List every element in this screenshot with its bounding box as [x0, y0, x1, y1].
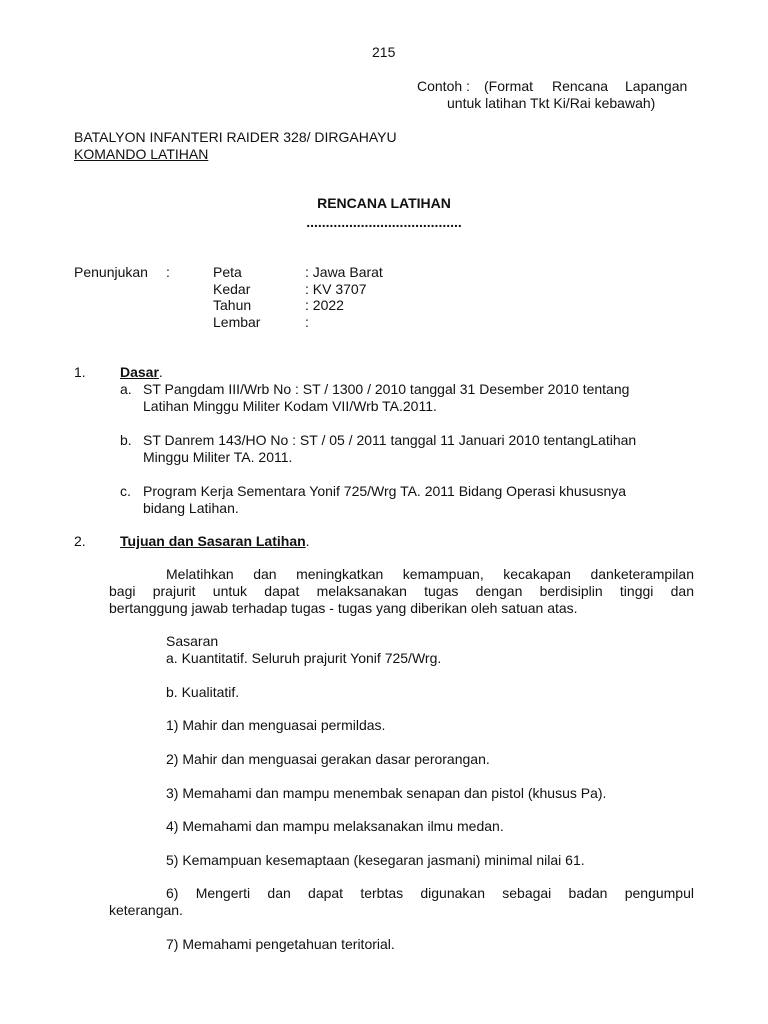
basis-b-marker: b. [120, 432, 132, 448]
reference-value-map: : Jawa Barat [305, 264, 383, 280]
basis-a-line-1: ST Pangdam III/Wrb No : ST / 1300 / 2010 tanggal 31 Desember 2010 tentang [143, 381, 630, 397]
document-title: RENCANA LATIHAN [317, 195, 451, 211]
page-number: 215 [372, 44, 396, 60]
basis-a-line-2: Latihan Minggu Militer Kodam VII/Wrb TA.2011. [143, 398, 437, 414]
reference-key-year: Tahun [213, 297, 252, 313]
example-note-word-1: Contoh : [417, 78, 470, 94]
qualitative-point-3: 3) Memahami dan mampu menembak senapan dan pistol (khusus Pa). [166, 785, 607, 801]
qualitative-point-7: 7) Memahami pengetahuan teritorial. [166, 936, 395, 952]
qualitative-point-4: 4) Memahami dan mampu melaksanakan ilmu medan. [166, 818, 504, 834]
example-note-word-4: Lapangan [625, 78, 688, 94]
reference-label: Penunjukan [74, 264, 148, 280]
section-1-heading: Dasar [120, 364, 159, 380]
section-1-heading-wrap [120, 364, 163, 381]
qualitative-point-6-line-2: keterangan. [109, 902, 183, 918]
section-2-heading-wrap [120, 533, 310, 550]
reference-key-map: Peta [213, 264, 242, 280]
example-note-word-3: Rencana [552, 78, 609, 94]
section-2-heading: Tujuan dan Sasaran Latihan [120, 533, 306, 549]
qualitative-point-1: 1) Mahir dan menguasai permildas. [166, 717, 386, 733]
paragraph-line-2: bagi prajurit untuk dapat melaksanakan tugas dengan berdisiplin tinggi dan [109, 583, 694, 599]
reference-value-year: : 2022 [305, 297, 344, 313]
reference-key-sheet: Lembar [213, 314, 261, 330]
basis-b-line-1: ST Danrem 143/HO No : ST / 05 / 2011 tanggal 11 Januari 2010 tentangLatihan [143, 432, 637, 448]
example-note-line-2: untuk latihan Tkt Ki/Rai kebawah) [447, 95, 656, 111]
unit-name: BATALYON INFANTERI RAIDER 328/ DIRGAHAYU [74, 129, 397, 145]
section-1-heading-suffix: . [158, 364, 163, 380]
qualitative-point-2: 2) Mahir dan menguasai gerakan dasar perorangan. [166, 751, 490, 767]
qualitative-point-6-line-1: 6) Mengerti dan dapat terbtas digunakan sebagai badan pengumpul [166, 885, 694, 901]
basis-a-marker: a. [120, 381, 132, 397]
target-label: Sasaran [166, 633, 219, 649]
qualitative-point-5: 5) Kemampuan kesemaptaan (kesegaran jasmani) minimal nilai 61. [166, 852, 585, 868]
target-qualitative: b. Kualitatif. [166, 684, 240, 700]
basis-c-line-1: Program Kerja Sementara Yonif 725/Wrg TA. 2011 Bidang Operasi khususnya [143, 483, 627, 499]
reference-colon: : [166, 264, 170, 280]
basis-c-line-2: bidang Latihan. [143, 500, 239, 516]
target-quantitative: a. Kuantitatif. Seluruh prajurit Yonif 725/Wrg. [166, 650, 442, 666]
basis-c-marker: c. [120, 483, 131, 499]
section-2-number: 2. [74, 533, 86, 549]
command-name: KOMANDO LATIHAN [74, 146, 209, 162]
reference-key-kedar: Kedar [213, 281, 251, 297]
reference-value-kedar: : KV 3707 [305, 281, 367, 297]
paragraph-line-1: Melatihkan dan meningkatkan kemampuan, kecakapan danketerampilan [166, 566, 694, 582]
paragraph-line-3: bertanggung jawab terhadap tugas - tugas yang diberikan oleh satuan atas. [109, 600, 578, 616]
reference-value-sheet: : [305, 314, 309, 330]
basis-b-line-2: Minggu Militer TA. 2011. [143, 449, 293, 465]
title-dots: ........................................ [306, 214, 462, 230]
section-2-heading-suffix: . [305, 533, 310, 549]
example-note-word-2: (Format [484, 78, 533, 94]
section-1-number: 1. [74, 364, 86, 380]
